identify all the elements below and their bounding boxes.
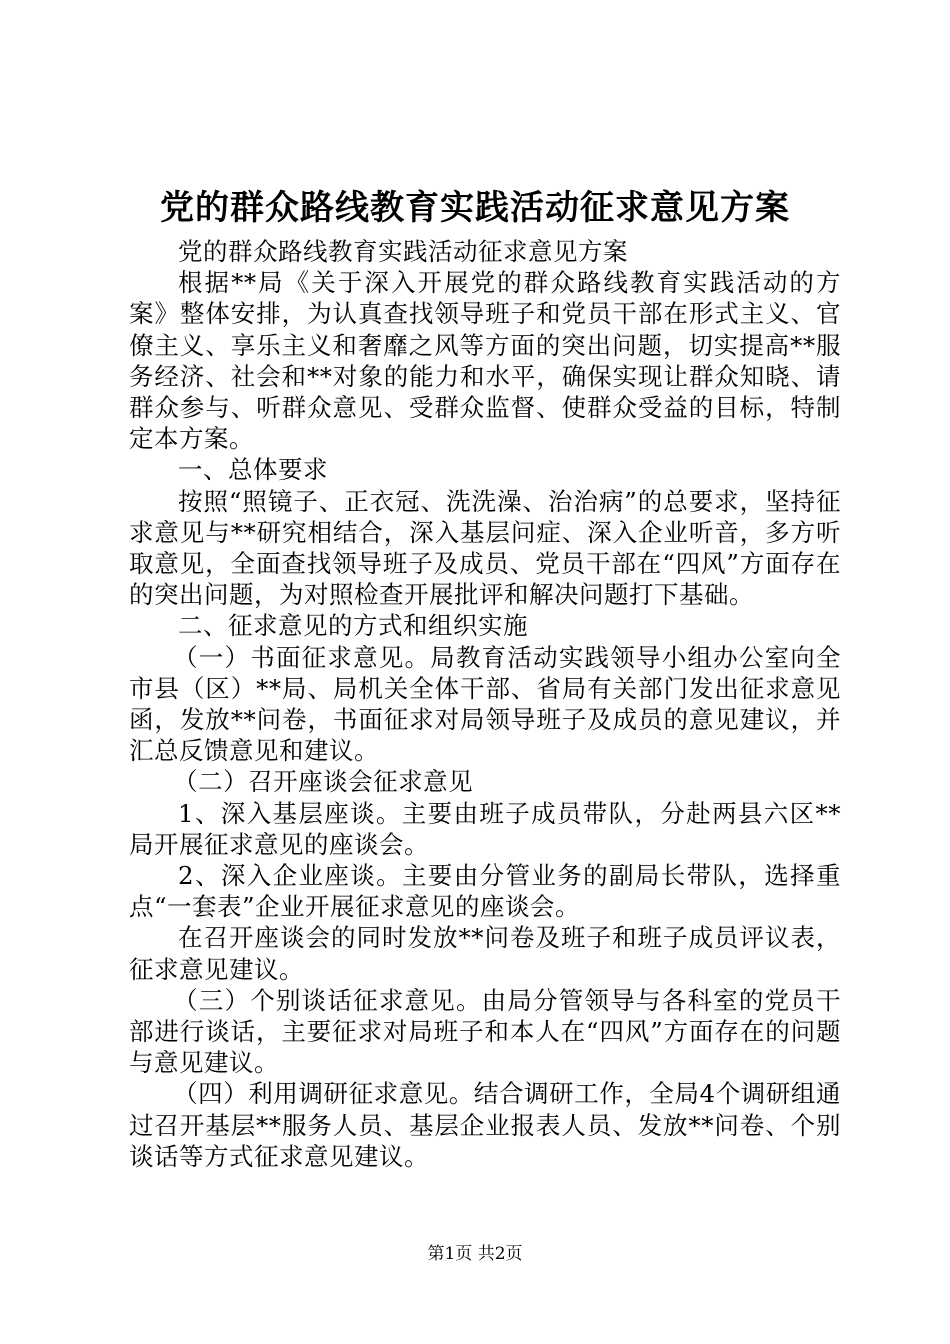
paragraph-individual-talks: （三）个别谈话征求意见。由局分管领导与各科室的党员干部进行谈话，主要征求对局班子和本人在“四风”方面存在的问题与意见建议。 [129, 985, 841, 1078]
section-heading-1: 一、总体要求 [178, 455, 328, 485]
subsection-heading-symposium: （二）召开座谈会征求意见 [173, 767, 474, 797]
paragraph-grassroots-symposium: 1、深入基层座谈。主要由班子成员带队，分赴两县六区**局开展征求意见的座谈会。 [129, 798, 841, 859]
paragraph-questionnaire: 在召开座谈会的同时发放**问卷及班子和班子成员评议表，征求意见建议。 [129, 923, 841, 984]
paragraph-subtitle: 党的群众路线教育实践活动征求意见方案 [178, 237, 628, 266]
document-body [129, 236, 841, 1172]
paragraph-requirements: 按照“照镜子、正衣冠、洗洗澡、治治病”的总要求，坚持征求意见与**研究相结合，深入基层问症、深入企业听音，多方听取意见，全面查找领导班子及成员、党员干部在“四风”方面存在的突出问题，为对照检查开展批评和解决问题打下基础。 [129, 486, 841, 610]
paragraph-intro: 根据**局《关于深入开展党的群众路线教育实践活动的方案》整体安排，为认真查找领导班子和党员干部在形式主义、官僚主义、享乐主义和奢靡之风等方面的突出问题，切实提高**服务经济、社会和**对象的能力和水平，确保实现让群众知晓、请群众参与、听群众意见、受群众监督、使群众受益的目标，特制定本方案。 [129, 268, 841, 454]
paragraph-enterprise-symposium: 2、深入企业座谈。主要由分管业务的副局长带队，选择重点“一套表”企业开展征求意见的座谈会。 [129, 861, 841, 922]
paragraph-research: （四）利用调研征求意见。结合调研工作，全局4个调研组通过召开基层**服务人员、基层企业报表人员、发放**问卷、个别谈话等方式征求意见建议。 [129, 1079, 841, 1171]
section-heading-2: 二、征求意见的方式和组织实施 [178, 611, 528, 641]
page-footer: 第1页 共2页 [427, 1244, 523, 1264]
paragraph-written-opinion: （一）书面征求意见。局教育活动实践领导小组办公室向全市县（区）**局、局机关全体干部、省局有关部门发出征求意见函，发放**问卷，书面征求对局领导班子及成员的意见建议，并汇总反馈意见和建议。 [129, 642, 841, 766]
document-title: 党的群众路线教育实践活动征求意见方案 [160, 188, 790, 228]
